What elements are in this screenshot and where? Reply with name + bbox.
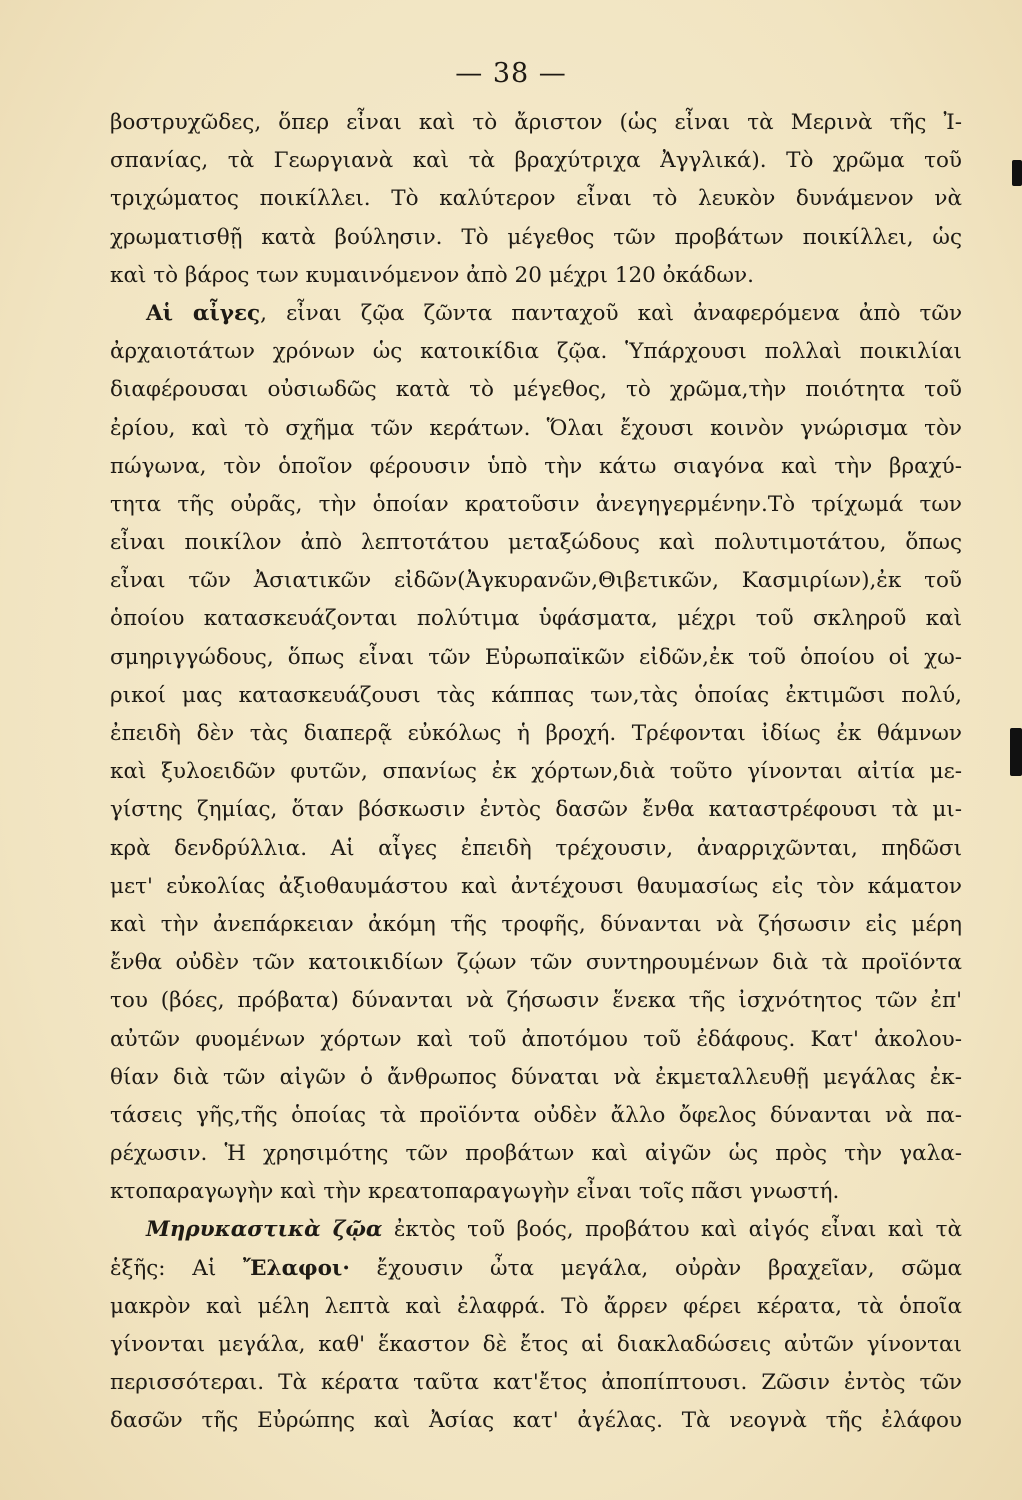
text-line: εἶναι τῶν Ἀσιατικῶν εἰδῶν(Ἀγκυρανῶν,Θιβετικῶν, Κασμιρίων),ἐκ τοῦ [110, 568, 962, 594]
text-line: βοστρυχῶδες, ὅπερ εἶναι καὶ τὸ ἄριστον (ὡς εἶναι τὰ Μερινὰ τῆς Ἰ- [110, 110, 962, 135]
text-line: χρωματισθῇ κατὰ βούλησιν. Τὸ μέγεθος τῶν προβάτων ποικίλλει, ὡς [110, 224, 962, 250]
text-span: , εἶναι ζῷα ζῶντα πανταχοῦ καὶ ἀναφερόμενα ἀπὸ τῶν [260, 300, 963, 326]
text-line: εἶναι ποικίλον ἀπὸ λεπτοτάτου μεταξώδους καὶ πολυτιμοτάτου, ὅπως [110, 530, 962, 556]
text-span: ἑξῆς: Αἱ [110, 1255, 243, 1281]
text-line: ρικοί μας κατασκευάζουσι τὰς κάππας των,τὰς ὁποίας ἐκτιμῶσι πολύ, [110, 682, 962, 708]
text-line: καὶ ξυλοειδῶν φυτῶν, σπανίως ἐκ χόρτων,διὰ τοῦτο γίνονται αἰτία με- [110, 759, 962, 785]
text-line: γίστης ζημίας, ὅταν βόσκωσιν ἐντὸς δασῶν ἔνθα καταστρέφουσι τὰ μι- [110, 797, 962, 823]
text-line: τριχώματος ποικίλλει. Τὸ καλύτερον εἶναι τὸ λευκὸν δυνάμενον νὰ [110, 186, 962, 212]
paragraph-goats [110, 295, 962, 1212]
paragraph-sheep-continued [110, 104, 962, 295]
text-line: τητα τῆς οὐρᾶς, τὴν ὁποίαν κρατοῦσιν ἀνεγηγερμένην.Τὸ τρίχωμά των [110, 491, 962, 517]
text-span: ἔχουσιν ὦτα μεγάλα, οὐρὰν βραχεῖαν, σῶμα [349, 1255, 963, 1281]
text-line: ἐπειδὴ δὲν τὰς διαπερᾷ εὐκόλως ἡ βροχή. Τρέφονται ἰδίως ἐκ θάμνων [110, 721, 962, 746]
body-text [110, 104, 962, 1441]
text-line: πώγωνα, τὸν ὁποῖον φέρουσιν ὑπὸ τὴν κάτω σιαγόνα καὶ τὴν βραχύ- [110, 453, 962, 479]
text-line: καὶ τὴν ἀνεπάρκειαν ἀκόμη τῆς τροφῆς, δύνανται νὰ ζήσωσιν εἰς μέρη [110, 911, 962, 937]
paragraph-ruminants [110, 1211, 962, 1440]
text-line: διαφέρουσαι οὐσιωδῶς κατὰ τὸ μέγεθος, τὸ χρῶμα,τὴν ποιότητα τοῦ [110, 377, 962, 403]
page-number: — 38 — [455, 58, 567, 89]
text-line: ἀρχαιοτάτων χρόνων ὡς κατοικίδια ζῷα. Ὑπάρχουσι πολλαὶ ποικιλίαι [110, 339, 962, 365]
paragraph-heading: Αἱ αἶγες [146, 300, 261, 326]
text-line: του (βόες, πρόβατα) δύνανται νὰ ζήσωσιν ἕνεκα τῆς ἰσχνότητος τῶν ἐπ' [110, 988, 962, 1014]
text-line [110, 1250, 962, 1288]
text-line [110, 295, 962, 333]
text-line: περισσότεραι. Τὰ κέρατα ταῦτα κατ'ἔτος ἀποπίπτουσι. Ζῶσιν ἐντὸς τῶν [110, 1370, 962, 1396]
text-line: κρὰ δενδρύλλια. Αἱ αἶγες ἐπειδὴ τρέχουσιν, ἀναρριχῶνται, πηδῶσι [110, 835, 962, 861]
text-line: κτοπαραγωγὴν καὶ τὴν κρεατοπαραγωγὴν εἶναι τοῖς πᾶσι γνωστή. [110, 1179, 840, 1205]
text-line: ἐρίου, καὶ τὸ σχῆμα τῶν κεράτων. Ὅλαι ἔχουσι κοινὸν γνώρισμα τὸν [110, 415, 962, 441]
text-line: μετ' εὐκολίας ἀξιοθαυμάστου καὶ ἀντέχουσι θαυμασίως εἰς τὸν κάματον [110, 873, 962, 899]
scan-edge-mark [1012, 160, 1022, 186]
text-line: δασῶν τῆς Εὐρώπης καὶ Ἀσίας κατ' ἀγέλας. Τὰ νεογνὰ τῆς ἐλάφου [110, 1408, 962, 1434]
inline-heading-deer: Ἔλαφοι· [243, 1255, 350, 1281]
text-line: σπανίας, τὰ Γεωργιανὰ καὶ τὰ βραχύτριχα Ἀγγλικά). Τὸ χρῶμα τοῦ [110, 148, 962, 174]
text-line: μακρὸν καὶ μέλη λεπτὰ καὶ ἐλαφρά. Τὸ ἄρρεν φέρει κέρατα, τὰ ὁποῖα [110, 1293, 962, 1319]
text-line: ἔνθα οὐδὲν τῶν κατοικιδίων ζῴων τῶν συντηρουμένων διὰ τὰ προϊόντα [110, 950, 962, 976]
text-line: ρέχωσιν. Ἡ χρησιμότης τῶν προβάτων καὶ αἰγῶν ὡς πρὸς τὴν γαλα- [110, 1141, 962, 1167]
text-line: σμηριγγώδους, ὅπως εἶναι τῶν Εὐρωπαϊκῶν εἰδῶν,ἐκ τοῦ ὁποίου οἱ χω- [110, 644, 962, 670]
text-line: καὶ τὸ βάρος των κυμαινόμενον ἀπὸ 20 μέχρι 120 ὀκάδων. [110, 262, 754, 288]
text-line: ὁποίου κατασκευάζονται πολύτιμα ὑφάσματα, μέχρι τοῦ σκληροῦ καὶ [110, 606, 962, 632]
paragraph-heading: Μηρυκαστικὰ ζῷα [146, 1217, 383, 1243]
text-span: ἐκτὸς τοῦ βοός, προβάτου καὶ αἰγός εἶναι καὶ τὰ [382, 1217, 962, 1243]
text-line [110, 1211, 962, 1249]
scan-edge-mark [1010, 728, 1022, 776]
text-line: αὐτῶν φυομένων χόρτων καὶ τοῦ ἀποτόμου τοῦ ἐδάφους. Κατ' ἀκολου- [110, 1026, 962, 1052]
text-line: γίνονται μεγάλα, καθ' ἕκαστον δὲ ἔτος αἱ διακλαδώσεις αὐτῶν γίνονται [110, 1332, 962, 1357]
text-line: τάσεις γῆς,τῆς ὁποίας τὰ προϊόντα οὐδὲν ἄλλο ὄφελος δύνανται νὰ πα- [110, 1102, 962, 1128]
text-line: θίαν διὰ τῶν αἰγῶν ὁ ἄνθρωπος δύναται νὰ ἐκμεταλλευθῇ μεγάλας ἐκ- [110, 1064, 962, 1090]
